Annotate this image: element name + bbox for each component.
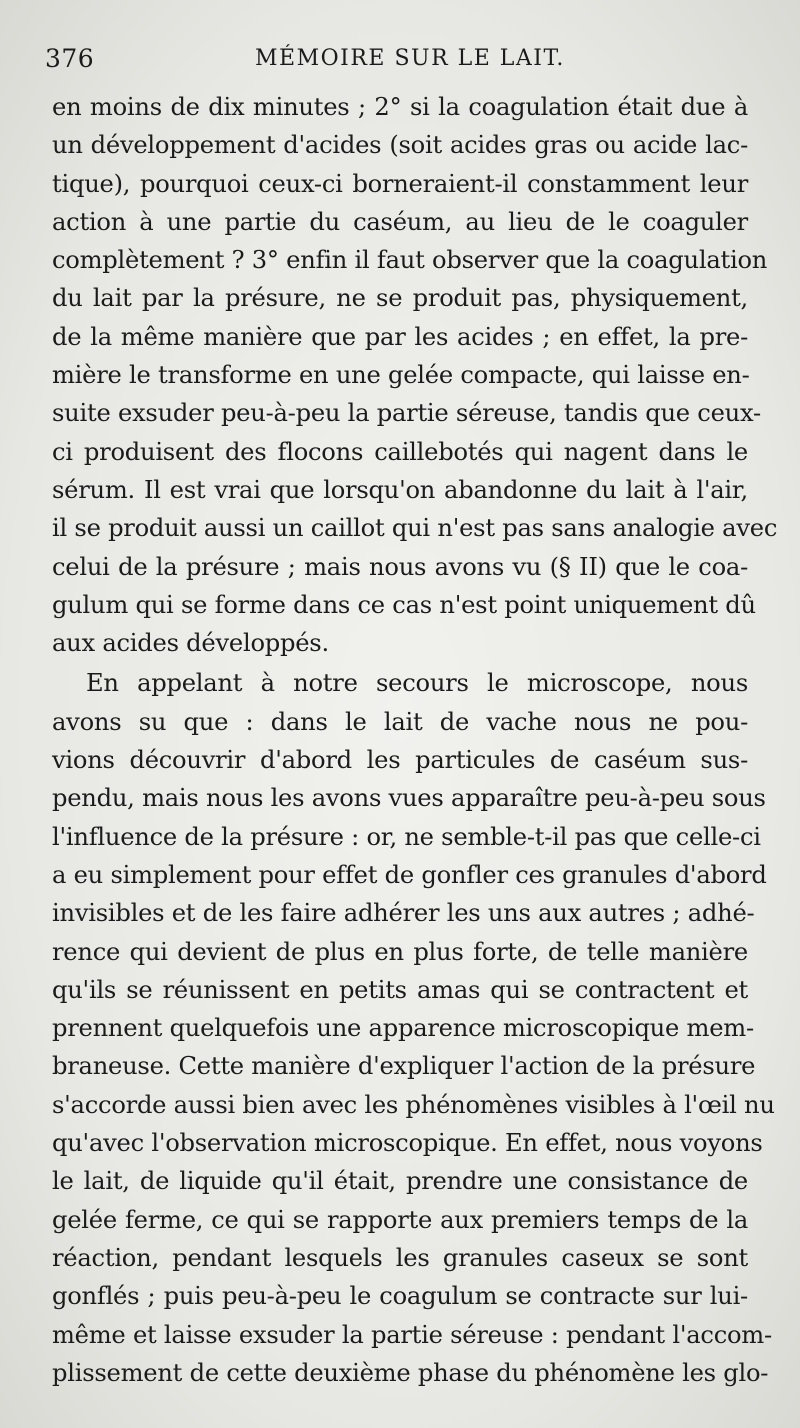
text-line: en moins de dix minutes ; 2° si la coagulation était due à xyxy=(52,93,748,121)
text-line: mière le transforme en une gelée compacte, qui laisse en- xyxy=(52,361,750,390)
text-line: il se produit aussi un caillot qui n'est pas sans analogie avec xyxy=(52,514,778,543)
text-line: suite exsuder peu-à-peu la partie séreuse, tandis que ceux- xyxy=(52,399,761,428)
text-line: s'accorde aussi bien avec les phénomènes visibles à l'œil nu xyxy=(52,1090,775,1119)
text-line: ci produisent des flocons caillebotés qui nagent dans le xyxy=(52,437,748,466)
text-line: qu'avec l'observation microscopique. En effet, nous voyons xyxy=(52,1129,763,1158)
paragraph-2 xyxy=(52,664,775,1392)
text-line: complètement ? 3° enfin il faut observer que la coagulation xyxy=(52,246,768,275)
text-line: tique), pourquoi ceux-ci borneraient-il constamment leur xyxy=(52,169,748,198)
text-line: qu'ils se réunissent en petits amas qui se contractent et xyxy=(52,975,748,1004)
text-line: a eu simplement pour effet de gonfler ces granules d'abord xyxy=(52,860,767,889)
text-line: braneuse. Cette manière d'expliquer l'action de la présure xyxy=(52,1052,756,1081)
text-line: de la même manière que par les acides ; en effet, la pre- xyxy=(52,322,748,351)
text-line: sérum. Il est vrai que lorsqu'on abandonne du lait à l'air, xyxy=(52,475,748,504)
text-line: gelée ferme, ce qui se rapporte aux premiers temps de la xyxy=(52,1205,748,1234)
text-line: rence qui devient de plus en plus forte, de telle manière xyxy=(52,937,748,966)
text-line: aux acides développés. xyxy=(52,629,329,658)
text-line: avons su que : dans le lait de vache nous ne pou- xyxy=(52,707,748,736)
text-line: du lait par la présure, ne se produit pas, physiquement, xyxy=(52,284,748,313)
text-line: l'influence de la présure : or, ne semble-t-il pas que celle-ci xyxy=(52,822,761,851)
text-line: invisibles et de les faire adhérer les uns aux autres ; adhé- xyxy=(52,899,755,928)
text-line: plissement de cette deuxième phase du phénomène les glo- xyxy=(52,1358,769,1387)
text-line: le lait, de liquide qu'il était, prendre une consistance de xyxy=(52,1167,748,1196)
text-line: vions découvrir d'abord les particules de caséum sus- xyxy=(52,746,748,775)
text-line: action à une partie du caséum, au lieu de le coaguler xyxy=(52,207,748,236)
text-line: même et laisse exsuder la partie séreuse : pendant l'accom- xyxy=(52,1320,772,1349)
text-line: prennent quelquefois une apparence microscopique mem- xyxy=(52,1014,754,1043)
text-line: En appelant à notre secours le microscope, nous xyxy=(86,669,748,698)
running-title: MÉMOIRE SUR LE LAIT. xyxy=(255,46,565,71)
page-number: 376 xyxy=(45,44,95,73)
text-line: celui de la présure ; mais nous avons vu (§ II) que le coa- xyxy=(52,552,748,581)
text-line: un développement d'acides (soit acides gras ou acide lac- xyxy=(52,131,748,160)
text-line: pendu, mais nous les avons vues apparaître peu-à-peu sous xyxy=(52,784,766,813)
paragraph-1 xyxy=(52,88,778,662)
text-line: réaction, pendant lesquels les granules caseux se sont xyxy=(52,1243,748,1272)
page-header xyxy=(45,44,745,78)
text-line: gonflés ; puis peu-à-peu le coagulum se contracte sur lui- xyxy=(52,1282,748,1311)
text-line: gulum qui se forme dans ce cas n'est point uniquement dû xyxy=(52,590,756,619)
body-text xyxy=(52,88,778,1392)
